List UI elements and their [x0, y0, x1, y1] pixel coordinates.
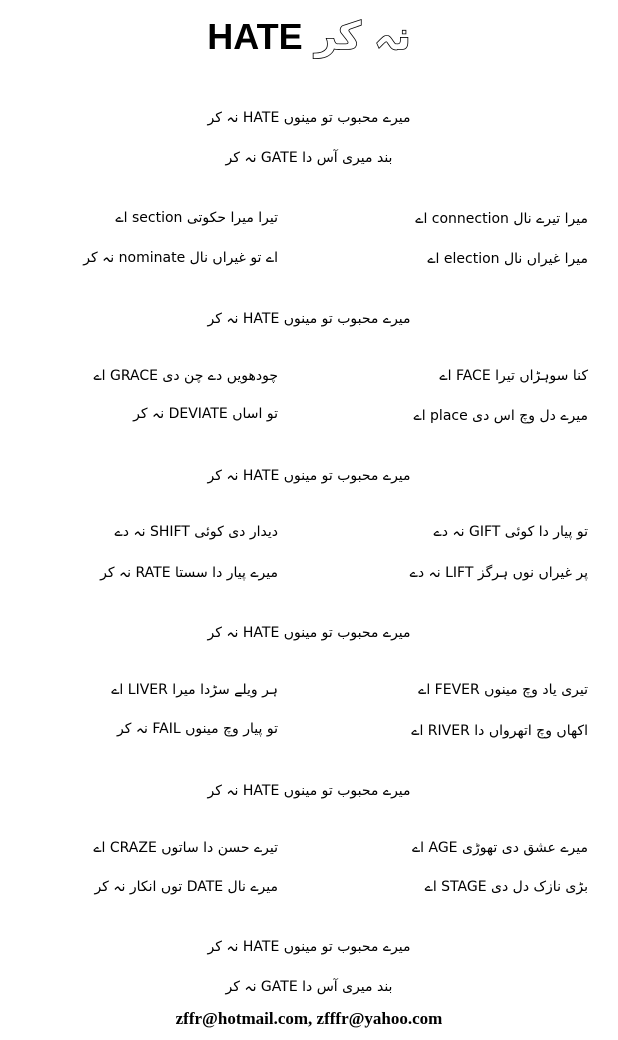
verse-line: تیرے حسن دا ساتوں CRAZE اے — [93, 840, 278, 856]
verse-line: میرے دل وچ اس دی place اے — [413, 408, 588, 424]
verse-line: تو پیار دا کوئی GIFT نہ دے — [433, 524, 588, 540]
refrain-line-gate: بند میری آس دا GATE نہ کر — [225, 979, 393, 995]
verse-line: اے تو غیراں نال nominate نہ کر — [83, 250, 278, 266]
refrain-line: میرے محبوب تو مینوں HATE نہ کر — [207, 468, 411, 484]
verse-line: اکھاں وچ اتھرواں دا RIVER اے — [411, 723, 588, 739]
verse-line: بڑی نازک دل دی STAGE اے — [424, 879, 588, 895]
verse-line: ہر ویلے سڑدا میرا LIVER اے — [111, 682, 278, 698]
verse-line: چودھویں دے چن دی GRACE اے — [93, 368, 278, 384]
contact-emails: zffr@hotmail.com, zfffr@yahoo.com — [175, 1009, 443, 1028]
verse-line: دیدار دی کوئی SHIFT نہ دے — [114, 524, 278, 540]
refrain-line: میرے محبوب تو مینوں HATE نہ کر — [207, 110, 411, 126]
verse-line: میرے پیار دا سستا RATE نہ کر — [100, 565, 278, 581]
verse-line: پر غیراں نوں ہرگز LIFT نہ دے — [409, 565, 588, 581]
verse-line: میرا غیراں نال election اے — [427, 251, 588, 267]
verse-line: میرے نال DATE توں انکار نہ کر — [94, 879, 278, 895]
verse-line: کنا سوہڑاں تیرا FACE اے — [439, 368, 588, 384]
refrain-line-gate: بند میری آس دا GATE نہ کر — [225, 150, 393, 166]
verse-line: تیرا میرا حکوتی section اے — [115, 210, 278, 226]
poem-title — [0, 10, 618, 64]
title-latin-text: HATE — [207, 16, 303, 57]
verse-line: تیری یاد وچ مینوں FEVER اے — [418, 682, 588, 698]
verse-line: میرا تیرے نال connection اے — [415, 211, 588, 227]
verse-line: میرے عشق دی تھوڑی AGE اے — [411, 840, 588, 856]
refrain-line: میرے محبوب تو مینوں HATE نہ کر — [207, 311, 411, 327]
refrain-line: میرے محبوب تو مینوں HATE نہ کر — [207, 625, 411, 641]
verse-line: تو اساں DEVIATE نہ کر — [133, 406, 278, 422]
refrain-line: میرے محبوب تو مینوں HATE نہ کر — [207, 783, 411, 799]
verse-line: تو پیار وچ مینوں FAIL نہ کر — [116, 721, 278, 737]
title-urdu-text: نہ کر — [315, 14, 411, 58]
refrain-line: میرے محبوب تو مینوں HATE نہ کر — [207, 939, 411, 955]
